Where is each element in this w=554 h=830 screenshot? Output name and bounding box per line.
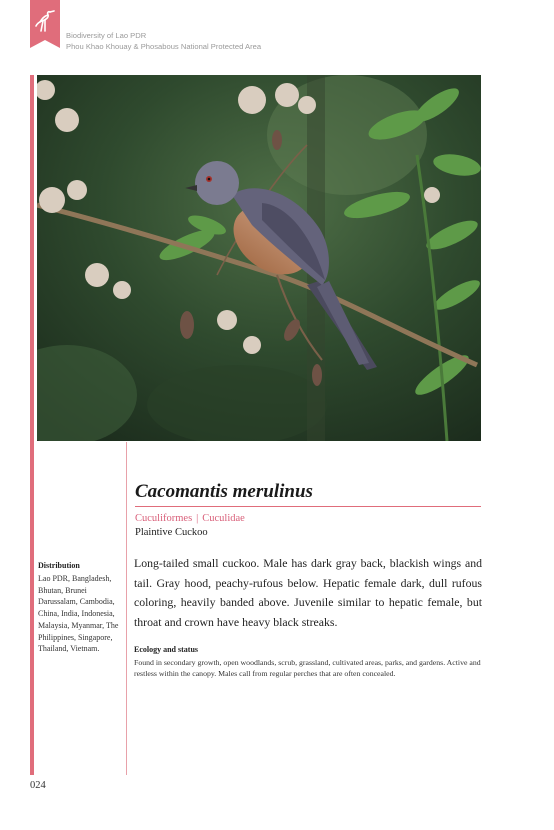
taxonomy-line (135, 513, 245, 524)
ecology-text: Found in secondary growth, open woodlands, scrub, grassland, cultivated areas, parks, and gardens. Active and restless within the canopy. Males call from regular perches that are often concealed. (134, 658, 481, 679)
common-name: Plaintive Cuckoo (135, 527, 208, 538)
distribution-text: Lao PDR, Bangladesh, Bhutan, Brunei Darussalam, Cambodia, China, India, Indonesia, Malaysia, Myanmar, The Philippines, Singapore, Thailand, Vietnam. (38, 574, 119, 654)
accent-bar (30, 75, 34, 775)
distribution-heading: Distribution (38, 561, 80, 570)
species-description: Long-tailed small cuckoo. Male has dark gray back, blackish wings and tail. Gray hood, peachy-rufous below. Hepatic female dark, dull rufous coloring, heavily banded above. Juvenile similar to hepatic female, but throat and crown have heavy black streaks. (134, 556, 482, 629)
order-name: Cuculiformes (135, 513, 193, 524)
page-header (66, 30, 261, 52)
family-name: Cuculidae (202, 513, 245, 524)
column-divider (126, 442, 127, 775)
taxonomy-separator: | (196, 513, 199, 524)
page-number: 024 (30, 780, 46, 791)
ecology-heading: Ecology and status (134, 645, 199, 654)
species-photo (37, 75, 481, 441)
header-line-1: Biodiversity of Lao PDR (66, 31, 147, 40)
title-rule (135, 506, 481, 507)
logo-tab (30, 0, 60, 48)
scientific-name: Cacomantis merulinus (135, 481, 313, 502)
header-line-2: Phou Khao Khouay & Phosabous National Protected Area (66, 42, 262, 51)
